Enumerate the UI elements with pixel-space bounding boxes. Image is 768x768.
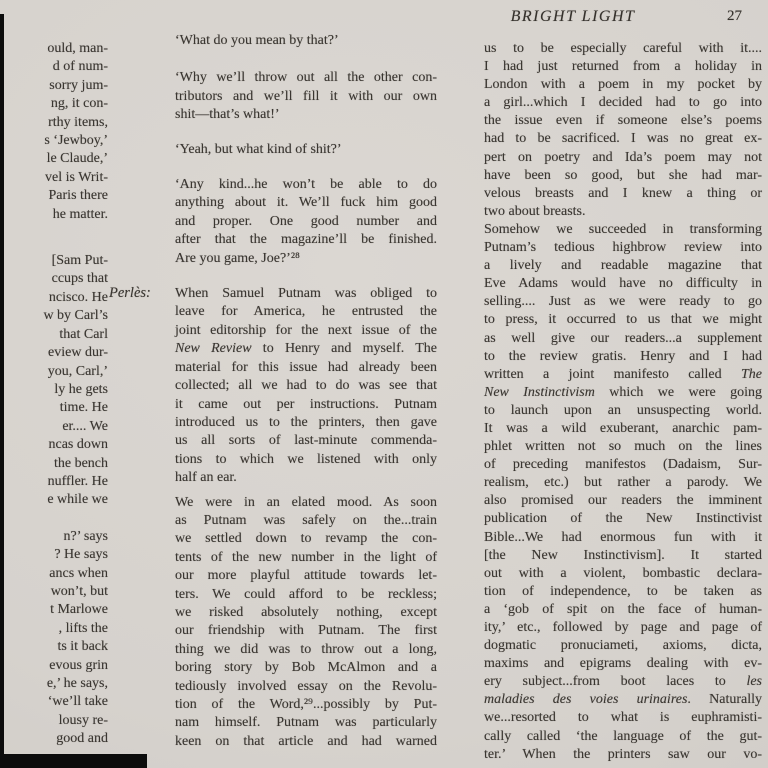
text-line: of preceding manifestos (Dadaism, Sur- bbox=[484, 457, 762, 473]
text-line: joint editorship for the next issue of the bbox=[175, 322, 437, 338]
text-line: you, Carl,’ bbox=[47, 363, 108, 379]
text-line: ancs when bbox=[49, 565, 108, 581]
text-line: tributors and we’ll fill it with our own bbox=[175, 88, 437, 104]
text-line: It was a wild exuberant, anarchic pam- bbox=[484, 420, 762, 436]
text-line: le Claude,’ bbox=[46, 151, 108, 167]
text-line: ‘Why we’ll throw out all the other con- bbox=[175, 70, 437, 86]
text-line: velous breasts and I knew a thing or bbox=[484, 185, 762, 201]
text-line: anything about it. We’ll fuck him good bbox=[175, 195, 437, 211]
text-line: ‘Yeah, but what kind of shit?’ bbox=[175, 141, 342, 157]
text-line: tion of the Word,²⁹...possibly by Put- bbox=[175, 697, 437, 712]
text-line: half an ear. bbox=[175, 470, 237, 486]
text-line: as Putnam was safely on the...train bbox=[175, 512, 437, 528]
text-line: ‘we’ll take bbox=[47, 694, 108, 710]
text-line: ‘What do you mean by that?’ bbox=[175, 33, 339, 48]
text-line: sorry jum- bbox=[49, 77, 108, 93]
text-line: New Review to Henry and myself. The bbox=[175, 341, 437, 357]
text-line: s ‘Jewboy,’ bbox=[44, 133, 108, 149]
scan-edge-left bbox=[0, 14, 4, 768]
left-column-section bbox=[0, 40, 108, 224]
text-line: the bench bbox=[53, 455, 108, 471]
text-line: to the review gratis. Henry and I had bbox=[484, 348, 762, 364]
text-line: Paris there bbox=[48, 188, 108, 204]
text-line: ould, man- bbox=[47, 41, 108, 56]
text-line: dogmatic pronuciameti, axioms, dicta, bbox=[484, 638, 762, 654]
text-line: written a joint manifesto called The bbox=[484, 366, 762, 382]
text-line: our more playful attitude towards let- bbox=[175, 568, 437, 584]
text-line: material for this issue had already been bbox=[175, 359, 437, 375]
text-line: w by Carl’s bbox=[43, 308, 108, 324]
left-column-cropped bbox=[0, 40, 108, 749]
paragraph bbox=[175, 176, 437, 268]
text-line: eview dur- bbox=[48, 345, 108, 361]
text-line: publication of the New Instinctivist bbox=[484, 511, 762, 527]
running-title: BRIGHT LIGHT bbox=[510, 8, 636, 25]
text-line: e,’ he says, bbox=[46, 676, 108, 691]
text-line: nam himself. Putnam was particularly bbox=[175, 715, 437, 731]
text-line: e while we bbox=[47, 492, 108, 508]
text-line: lousy re- bbox=[58, 712, 108, 728]
text-line: tion of independence, to be taken as bbox=[484, 583, 762, 599]
text-line: ter.’ When the printers saw our vo- bbox=[484, 746, 762, 762]
text-line: ccups that bbox=[51, 271, 108, 287]
paragraph bbox=[175, 32, 437, 50]
text-line: tions to which we listened with only bbox=[175, 451, 437, 467]
paragraph bbox=[484, 40, 762, 221]
text-line: the issue even if someone else’s poems bbox=[484, 113, 762, 129]
text-line: thing we did was to throw out a long, bbox=[175, 641, 437, 657]
text-line: us to be especially careful with it.... bbox=[484, 41, 762, 56]
text-line: have been so good, but she had mar- bbox=[484, 167, 762, 183]
text-line: rthy items, bbox=[48, 114, 108, 130]
text-line: realism, etc.) but rather a parody. We bbox=[484, 475, 762, 491]
text-line: a girl...which I decided had to go into bbox=[484, 95, 762, 111]
text-line: I had just returned from a holiday in bbox=[484, 59, 762, 75]
text-line: [the New Instinctivism]. It started bbox=[484, 547, 762, 563]
paragraph bbox=[175, 69, 437, 124]
text-line: Putnam’s tedious highbrow review into bbox=[484, 240, 762, 256]
text-line: New Instinctivism which we were going bbox=[484, 384, 762, 400]
text-line: collected; all we had to do was see that bbox=[175, 378, 437, 394]
text-line: ly he gets bbox=[54, 381, 108, 397]
text-line: phlet written not so much on the lines bbox=[484, 439, 762, 455]
text-line: We were in an elated mood. As soon bbox=[175, 494, 437, 510]
text-line: er.... We bbox=[62, 418, 108, 434]
paragraph bbox=[175, 141, 437, 159]
text-line: n?’ says bbox=[63, 528, 108, 544]
text-line: us all sorts of last-minute commenda- bbox=[175, 433, 437, 449]
text-line: selling.... Just as we were ready to go bbox=[484, 294, 762, 310]
left-column-section bbox=[0, 252, 108, 510]
text-line: as well give our readers...a supplement bbox=[484, 330, 762, 346]
left-column-section bbox=[0, 528, 108, 749]
text-line: time. He bbox=[59, 400, 108, 416]
text-line: vel is Writ- bbox=[45, 169, 108, 185]
text-line: after that the magazine’ll be finished. bbox=[175, 232, 437, 248]
text-line: our friendship with Putnam. The first bbox=[175, 623, 437, 639]
text-line: cally called ‘the language of the gut- bbox=[484, 728, 762, 744]
text-line: two about breasts. bbox=[484, 203, 586, 219]
text-line: it came out per instructions. Putnam bbox=[175, 396, 437, 412]
text-line: we risked absolutely nothing, except bbox=[175, 604, 437, 620]
text-line: tents of the new number in the light of bbox=[175, 549, 437, 565]
text-line: Eve Adams would have no difficulty in bbox=[484, 276, 762, 292]
text-line: ity,’ etc., followed by page and page of bbox=[484, 620, 762, 635]
text-line: we settled down to revamp the con- bbox=[175, 531, 437, 547]
text-line: ncisco. He bbox=[48, 289, 108, 305]
paragraph bbox=[484, 221, 762, 764]
text-line: evous grin bbox=[49, 657, 108, 673]
paragraph bbox=[175, 285, 437, 487]
text-line: nuffler. He bbox=[47, 473, 108, 489]
text-line: London with a poem in my pocket by bbox=[484, 77, 762, 93]
text-line: maxims and epigrams dealing with ev- bbox=[484, 656, 762, 672]
text-line: a lively and readable magazine that bbox=[484, 258, 762, 274]
text-line: to launch upon an unsuspecting world. bbox=[484, 402, 762, 418]
text-line: and proper. One good number and bbox=[175, 213, 437, 229]
text-line: good and bbox=[56, 731, 108, 747]
text-line: Are you game, Joe?’²⁸ bbox=[175, 250, 300, 266]
text-line: to press, it occurred to us that we might bbox=[484, 312, 762, 328]
speaker-label: Perlès: bbox=[109, 285, 151, 301]
page-number: 27 bbox=[727, 8, 742, 24]
text-line: t Marlowe bbox=[50, 602, 108, 618]
text-line: won’t, but bbox=[50, 583, 108, 599]
text-line: ‘Any kind...he won’t be able to do bbox=[175, 177, 437, 193]
text-line: tediously involved essay on the Revolu- bbox=[175, 678, 437, 694]
text-line: maladies des voies urinaires. Naturally bbox=[484, 692, 762, 708]
text-line: ng, it con- bbox=[50, 96, 108, 112]
text-line: leave for America, he entrusted the bbox=[175, 304, 437, 320]
text-line: that Carl bbox=[59, 326, 108, 342]
text-line: we...resorted to what is euphramisti- bbox=[484, 710, 762, 726]
text-line: ts it back bbox=[57, 639, 108, 655]
text-line: When Samuel Putnam was obliged to bbox=[175, 286, 437, 302]
scan-edge-bottom-left bbox=[0, 754, 147, 768]
text-line: ery subject...from boot laces to les bbox=[484, 674, 762, 690]
text-line: keen on that article and had warned bbox=[175, 733, 437, 749]
text-line: [Sam Put- bbox=[51, 253, 108, 269]
text-line: , lifts the bbox=[58, 620, 108, 636]
text-line: also promised our readers the imminent bbox=[484, 493, 762, 509]
text-line: Somehow we succeeded in transforming bbox=[484, 221, 762, 237]
text-line: d of num- bbox=[52, 59, 108, 75]
text-line: ters. We could afford to be reckless; bbox=[175, 586, 437, 602]
text-line: a ‘gob of spit on the face of human- bbox=[484, 601, 762, 617]
paragraph bbox=[175, 494, 437, 752]
middle-column bbox=[175, 32, 437, 751]
text-line: introduced us to the printers, then gave bbox=[175, 414, 437, 430]
text-line: had to be sacrificed. I was no great ex- bbox=[484, 131, 762, 147]
text-line: boring story by Bob McAlmon and a bbox=[175, 660, 437, 676]
text-line: out with a violent, bombastic declara- bbox=[484, 565, 762, 581]
text-line: ? He says bbox=[54, 547, 108, 563]
text-line: shit—that’s what!’ bbox=[175, 107, 280, 123]
text-line: Bible...We had enormous fun with it bbox=[484, 529, 762, 545]
text-line: pert on poetry and Ida’s poem may not bbox=[484, 149, 762, 165]
right-column bbox=[484, 40, 762, 764]
text-line: ncas down bbox=[48, 437, 108, 453]
text-line: he matter. bbox=[52, 206, 108, 222]
